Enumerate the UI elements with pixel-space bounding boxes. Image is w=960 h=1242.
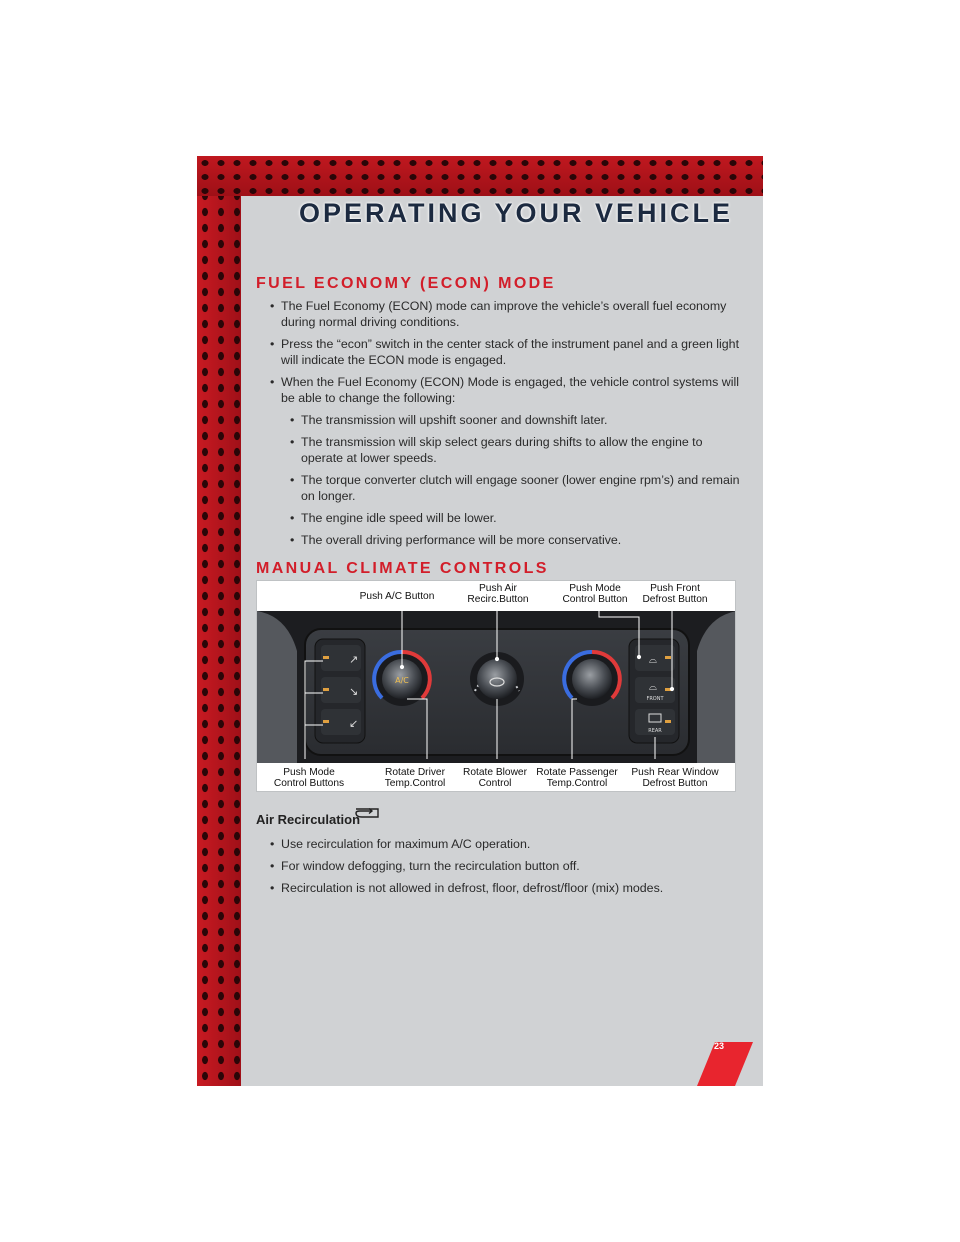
windshield-defrost-icon: ⌓ <box>649 655 657 666</box>
list-item: • The transmission will skip select gears during shifts to allow the engine to operate at lower speeds. <box>256 434 746 466</box>
label-rotate-driver: Rotate Driver Temp.Control <box>384 767 446 789</box>
list-item: • When the Fuel Economy (ECON) Mode is engaged, the vehicle control systems will be able to change the following: <box>256 374 746 406</box>
label-push-rear-defrost: Push Rear Window Defrost Button <box>631 767 719 789</box>
list-item: • For window defogging, turn the recirculation button off. <box>256 858 746 874</box>
recirculation-bullet-list <box>256 836 746 902</box>
label-push-mode-buttons: Push Mode Control Buttons <box>273 767 345 789</box>
defrost-icon: ⌓ <box>649 682 657 693</box>
list-item: • Use recirculation for maximum A/C operation. <box>256 836 746 852</box>
vent-icon: ↘ <box>349 685 359 698</box>
list-item: • Recirculation is not allowed in defrost, floor, defrost/floor (mix) modes. <box>256 880 746 896</box>
climate-section-heading: MANUAL CLIMATE CONTROLS <box>256 560 549 577</box>
label-push-mode: Push Mode Control Button <box>562 583 628 605</box>
list-item: • The engine idle speed will be lower. <box>256 510 746 526</box>
front-label: FRONT <box>646 696 664 702</box>
passenger-temp-knob[interactable] <box>572 659 612 699</box>
perforated-top-strip <box>197 156 763 196</box>
vent-icon: ↙ <box>349 717 359 730</box>
list-item: • The transmission will upshift sooner and downshift later. <box>256 412 746 428</box>
recirculation-icon <box>352 806 382 820</box>
climate-controls-diagram <box>256 580 736 792</box>
label-push-recirc: Push Air Recirc.Button <box>467 583 529 605</box>
list-item: • The torque converter clutch will engage sooner (lower engine rpm’s) and remain on longer. <box>256 472 746 504</box>
page-number: 23 <box>713 1041 724 1051</box>
page-header-title: OPERATING YOUR VEHICLE <box>298 198 733 228</box>
label-rotate-blower: Rotate Blower Control <box>463 767 527 789</box>
list-item: • The overall driving performance will be more conservative. <box>256 532 746 548</box>
knob-ac-label: A/C <box>395 676 409 685</box>
climate-panel-illustration <box>257 581 736 792</box>
label-push-ac: Push A/C Button <box>359 591 435 602</box>
label-push-front-defrost: Push Front Defrost Button <box>642 583 708 605</box>
blower-knob[interactable] <box>477 659 517 699</box>
air-recirculation-heading: Air Recirculation <box>256 812 361 827</box>
econ-section-heading: FUEL ECONOMY (ECON) MODE <box>256 275 556 292</box>
rear-label: REAR <box>648 728 662 734</box>
vent-icon: ↗ <box>349 653 359 666</box>
list-item: • The Fuel Economy (ECON) mode can improve the vehicle’s overall fuel economy during normal driving conditions. <box>256 298 746 330</box>
econ-bullet-list <box>256 298 746 554</box>
label-rotate-passenger: Rotate Passenger Temp.Control <box>536 767 618 789</box>
list-item: • Press the “econ” switch in the center stack of the instrument panel and a green light will indicate the ECON mode is engaged. <box>256 336 746 368</box>
perforated-side-strip <box>197 156 241 1086</box>
